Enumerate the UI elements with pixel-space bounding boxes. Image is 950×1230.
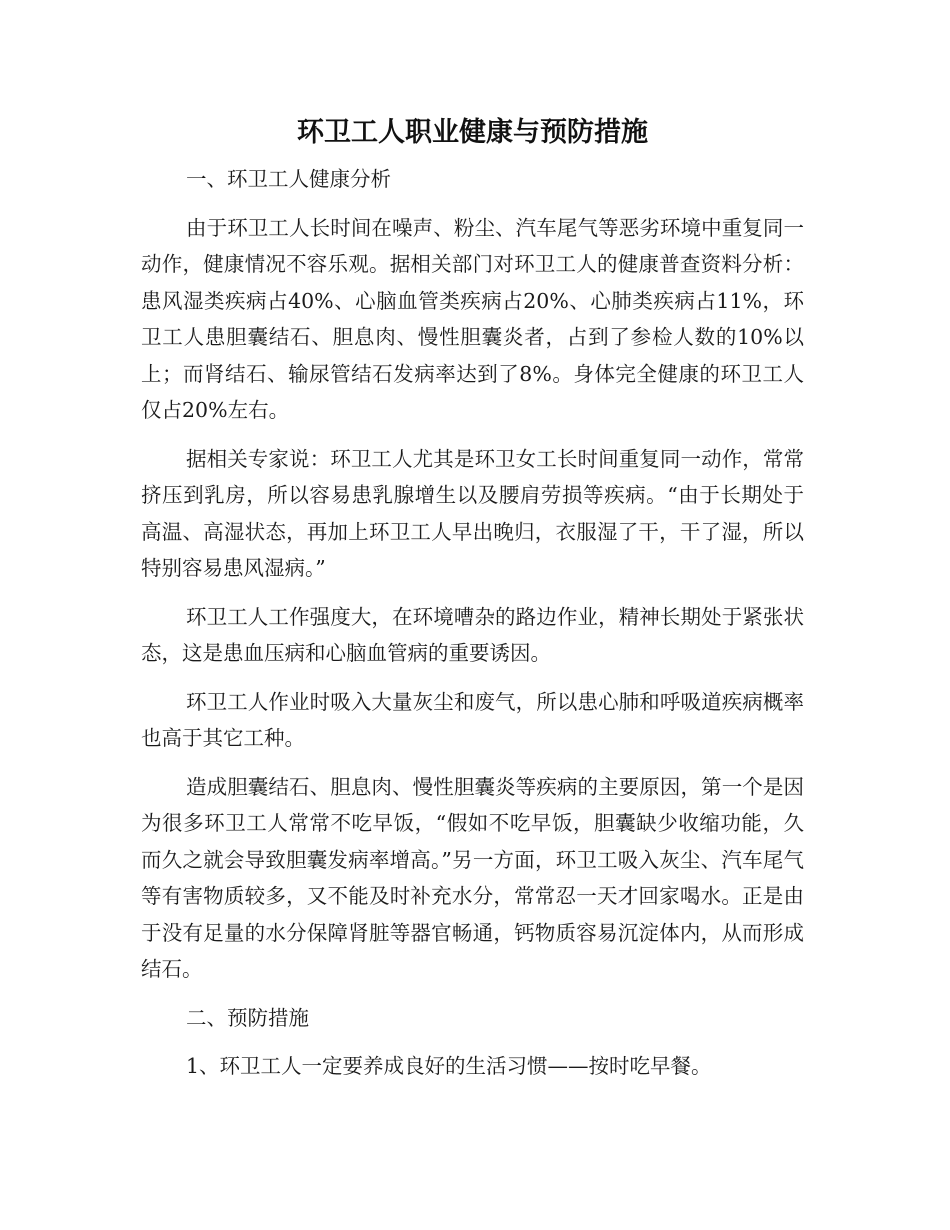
document-title: 环卫工人职业健康与预防措施 (297, 117, 648, 148)
paragraph-prevention-item-1: 1、环卫工人一定要养成良好的生活习惯——按时吃早餐。 (186, 1054, 712, 1078)
section-heading-health-analysis: 一、环卫工人健康分析 (186, 167, 391, 191)
paragraph-gallstone-causes: 造成胆囊结石、胆息肉、慢性胆囊炎等疾病的主要原因，第一个是因为很多环卫工人常常不吃早饭，“假如不吃早饭，胆囊缺少收缩功能，久而久之就会导致胆囊发病率增高。”另一方面，环卫工吸入灰尘、汽车尾气等有害物质较多，又不能及时补充水分，常常忍一天才回家喝水。正是由于没有足量的水分保障肾脏等器官畅通，钙物质容易沉淀体内，从而形成结石。 (141, 774, 804, 981)
paragraph-health-statistics: 由于环卫工人长时间在噪声、粉尘、汽车尾气等恶劣环境中重复同一动作，健康情况不容乐观。据相关部门对环卫工人的健康普查资料分析：患风湿类疾病占40%、心脑血管类疾病占20%、心肺类疾病占11%，环卫工人患胆囊结石、胆息肉、慢性胆囊炎者，占到了参检人数的10%以上；而肾结石、输尿管结石发病率达到了8%。身体完全健康的环卫工人仅占20%左右。 (141, 215, 804, 422)
paragraph-expert-opinion: 据相关专家说：环卫工人尤其是环卫女工长时间重复同一动作，常常挤压到乳房，所以容易患乳腺增生以及腰肩劳损等疾病。“由于长期处于高温、高湿状态，再加上环卫工人早出晚归，衣服湿了干，干了湿，所以特别容易患风湿病。” (141, 446, 804, 580)
document-body (141, 108, 804, 1097)
paragraph-respiratory-risk: 环卫工人作业时吸入大量灰尘和废气，所以患心肺和呼吸道疾病概率也高于其它工种。 (141, 689, 804, 750)
paragraph-work-intensity: 环卫工人工作强度大，在环境嘈杂的路边作业，精神长期处于紧张状态，这是患血压病和心脑血管病的重要诱因。 (141, 604, 804, 665)
section-heading-prevention: 二、预防措施 (186, 1005, 309, 1030)
